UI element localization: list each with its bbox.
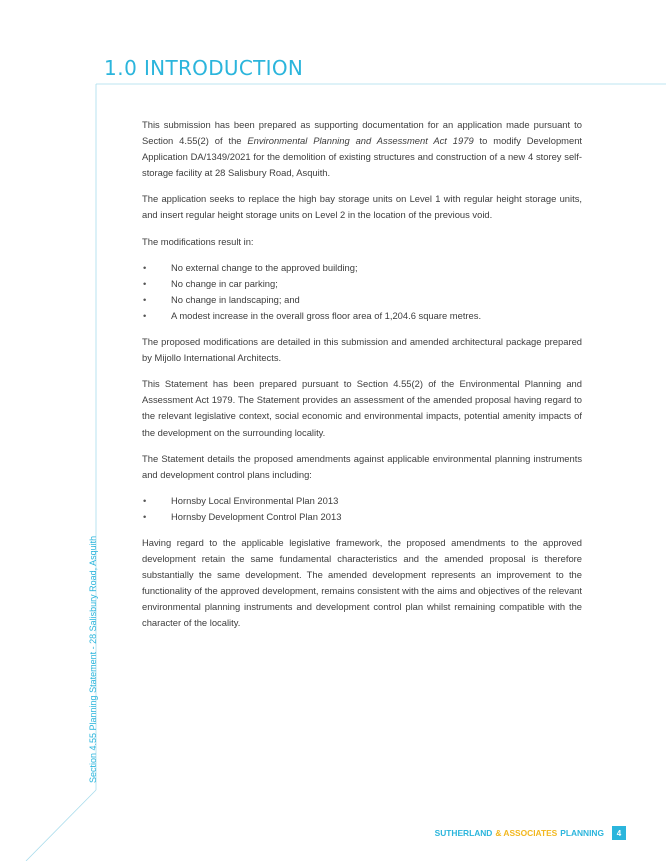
act-title: Environmental Planning and Assessment Act 1979 [247, 135, 474, 147]
section-number: 1.0 [104, 56, 138, 80]
paragraph-intro-text-2: to modify Development Application DA/1349/2021 for the demolition of existing structures and construction of a new 4 storey self-storage facility at 28 Salisbury Road, Asquith. [142, 135, 583, 179]
paragraph-instruments: The Statement details the proposed amendments against applicable environmental planning instruments and development control plans including: [142, 452, 582, 480]
list-item: • A modest increase in the overall gross floor area of 1,204.6 square metres. [142, 308, 582, 324]
paragraph-package: The proposed modifications are detailed in this submission and amended architectural package prepared by Mijollo International Architects. [142, 336, 582, 364]
plans-list [142, 493, 582, 525]
paragraph-intro [142, 117, 582, 181]
list-item: • No external change to the approved building; [142, 260, 582, 276]
page-number: 4 [612, 826, 626, 840]
sidebar-document-title: Section 4.55 Planning Statement - 28 Salisbury Road, Asquith [88, 535, 98, 783]
paragraph-intro-text-1: This submission has been prepared as supporting documentation for an application made pursuant to Section 4.55(2) of the [142, 119, 582, 147]
list-item: • No change in landscaping; and [142, 292, 582, 308]
list-item: • Hornsby Development Control Plan 2013 [142, 509, 582, 525]
brand-name: SUTHERLAND [434, 828, 493, 838]
footer-brand [435, 826, 626, 840]
paragraph-statement: This Statement has been prepared pursuant to Section 4.55(2) of the Environmental Planning and Assessment Act 1979. The Statement provides an assessment of the amended proposal having regard to the relevant legislative context, social economic and environmental impacts, potential amenity impacts of the development on the surrounding locality. [142, 378, 582, 438]
body-content [142, 117, 582, 642]
section-title: INTRODUCTION [143, 56, 304, 80]
paragraph-modifications-lead: The modifications result in: [142, 235, 254, 247]
paragraph-conclusion: Having regard to the applicable legislative framework, the proposed amendments to the approved development retain the same fundamental characteristics and the amended proposal is therefore substantially the same development. The amended development represents an improvement to the functionality of the approved development, remains consistent with the aims and objectives of the relevant environmental planning instruments and development control plan whilst remaining compatible with the character of the locality. [142, 536, 582, 629]
modifications-list [142, 260, 582, 324]
page-title [104, 56, 303, 80]
list-item: • Hornsby Local Environmental Plan 2013 [142, 493, 582, 509]
paragraph-application: The application seeks to replace the high bay storage units on Level 1 with regular height storage units, and insert regular height storage units on Level 2 in the location of the previous void. [142, 193, 582, 221]
brand-associates: & ASSOCIATES [495, 828, 558, 838]
brand-planning: PLANNING [560, 828, 604, 838]
list-item: • No change in car parking; [142, 276, 582, 292]
